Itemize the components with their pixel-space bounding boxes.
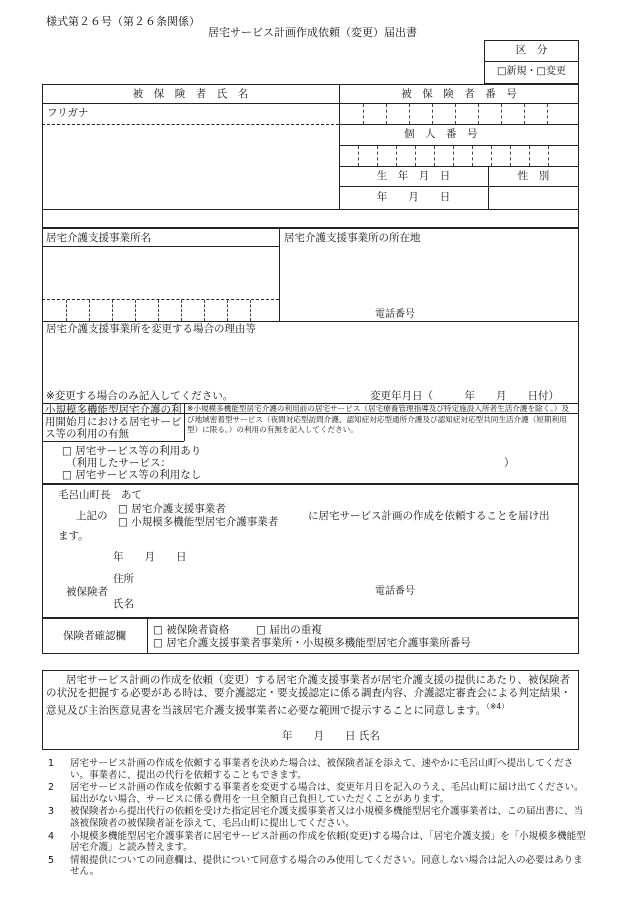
office-address-field[interactable] xyxy=(281,247,577,307)
note-item: 3 被保険者から提出代行の依頼を受けた指定居宅介護支援事業者又は小規模多機能型居宅介護事業者は、この届出書に、当該被保険者の被保険者証を添えて、毛呂山町に提出してください。 xyxy=(48,806,584,829)
insured-signature-field[interactable] xyxy=(140,597,360,611)
insured-number-header: 被 保 険 者 番 号 xyxy=(401,88,517,100)
kubun-header: 区 分 xyxy=(515,44,548,56)
sex-header: 性 別 xyxy=(517,170,550,182)
furigana-label: フリガナ xyxy=(47,107,89,119)
consent-text: 居宅サービス計画の作成を依頼（変更）する居宅介護支援事業者が居宅介護支援の提供にあたり、被保険者の状況を把握する必要がある時は、要介護認定・要支援認定に係る調査内容、介護認定審査会による判定結果・意見及び主治医意見書を当該居宅介護支援事業者に必要な範囲で提示することに同意します。$^{(※4)}$ xyxy=(46,674,571,717)
small-scale-note: ※小規模多機能型居宅介護の利用前の居宅サービス（居宅療養管理指導及び特定施設入所者生活介護を除く。）及び地域密着型サービス（夜間対応型訪問介護、認知症対応型通所介護及び認知症対応型共同生活介護（短期利用型）に限る。）の利用の有無を記入してください。 xyxy=(187,404,570,434)
personal-number-cells[interactable] xyxy=(340,146,578,166)
request-statement: に居宅サービス計画の作成を依頼することを届け出 xyxy=(308,510,550,522)
change-reason-label: 居宅介護支援事業所を変更する場合の理由等 xyxy=(46,323,256,335)
used-services-close: ） xyxy=(504,457,515,469)
confirm-label: 保険者確認欄 xyxy=(63,630,126,642)
office-address-label: 居宅介護支援事業所の所在地 xyxy=(284,232,421,244)
birth-header: 生 年 月 日 xyxy=(376,170,451,182)
insured-name-field[interactable] xyxy=(44,104,338,208)
small-scale-label: 小規模多機能型居宅介護の利用開始月における居宅サービス等の利用の有無 xyxy=(45,404,182,441)
insured-address-field[interactable] xyxy=(140,572,360,586)
request-date-field[interactable]: 年 月 日 xyxy=(113,551,187,563)
used-services-field[interactable] xyxy=(205,457,500,470)
personal-number-header: 個 人 番 号 xyxy=(404,128,478,140)
insured-phone-label: 電話番号 xyxy=(375,586,415,597)
sex-field[interactable] xyxy=(489,187,578,208)
opt-service-yes[interactable]: □ 居宅サービス等の利用あり xyxy=(62,445,202,457)
page-title: 居宅サービス計画作成依頼（変更）届出書 xyxy=(208,26,417,39)
insured-label: 被保険者 xyxy=(66,586,108,598)
form-number: 様式第２６号（第２６条関係） xyxy=(46,15,200,28)
confirm-duplicate[interactable]: □ 届出の重複 xyxy=(256,624,322,636)
addressee: 毛呂山町長 あて xyxy=(58,489,142,501)
office-number-cells[interactable] xyxy=(43,300,278,321)
change-date-field[interactable]: 変更年月日（ 年 月 日付） xyxy=(370,390,559,402)
request-above: 上記の xyxy=(76,510,108,522)
opt-service-no[interactable]: □ 居宅サービス等の利用なし xyxy=(62,469,202,481)
birth-date-field[interactable]: 年 月 日 xyxy=(376,191,451,203)
insured-number-cells[interactable] xyxy=(340,104,578,124)
note-item: 4 小規模多機能型居宅介護事業者に居宅サービス計画の作成を依頼(変更)する場合は、「居宅介護支援」を「小規模多機能型居宅介護」と読み替えます。 xyxy=(48,830,586,854)
kubun-options[interactable]: □新規・□変更 xyxy=(497,66,566,77)
change-reason-field[interactable] xyxy=(44,337,577,387)
note-item: 2 居宅サービス計画の作成を依頼する事業者を変更する場合は、変更年月日を記入のうえ、毛呂山町に届け出てください。届出がない場合、サービスに係る費用を一旦全額自己負担していただくことがあります。 xyxy=(48,782,584,805)
insured-name-label: 氏名 xyxy=(113,598,134,610)
office-name-label: 居宅介護支援事業所名 xyxy=(46,232,151,244)
opt-small-scale-provider[interactable]: □ 小規模多機能型居宅介護事業者 xyxy=(118,516,279,528)
office-phone-label: 電話番号 xyxy=(375,309,415,320)
used-services-label: （利用したサービス： xyxy=(66,457,171,469)
office-name-field[interactable] xyxy=(44,247,278,299)
request-statement-end: ます。 xyxy=(58,530,89,542)
insured-name-header: 被 保 険 者 氏 名 xyxy=(132,88,249,100)
insured-address-label: 住所 xyxy=(113,573,134,585)
opt-office-provider[interactable]: □ 居宅介護支援事業者 xyxy=(118,503,226,515)
note-item: 5 情報提供についての同意欄は、提供について同意する場合のみ使用してください。同意しない場合は記入の必要はありません。 xyxy=(48,854,583,878)
note-item: 1 居宅サービス計画の作成を依頼する事業者を決めた場合は、被保険者証を添えて、速やかに毛呂山町へ提出してください。事業者に、提出の代行を依頼することもできます。 xyxy=(48,758,574,781)
confirm-qualification[interactable]: □ 被保険者資格 xyxy=(153,624,230,636)
confirm-office-number[interactable]: □ 居宅介護支援事業者事業所・小規模多機能型居宅介護事業所番号 xyxy=(153,637,471,649)
consent-date-name[interactable]: 年 月 日 氏名 xyxy=(282,730,380,742)
change-note: ※変更する場合のみ記入してください。 xyxy=(46,390,234,402)
notes-list xyxy=(48,758,588,879)
